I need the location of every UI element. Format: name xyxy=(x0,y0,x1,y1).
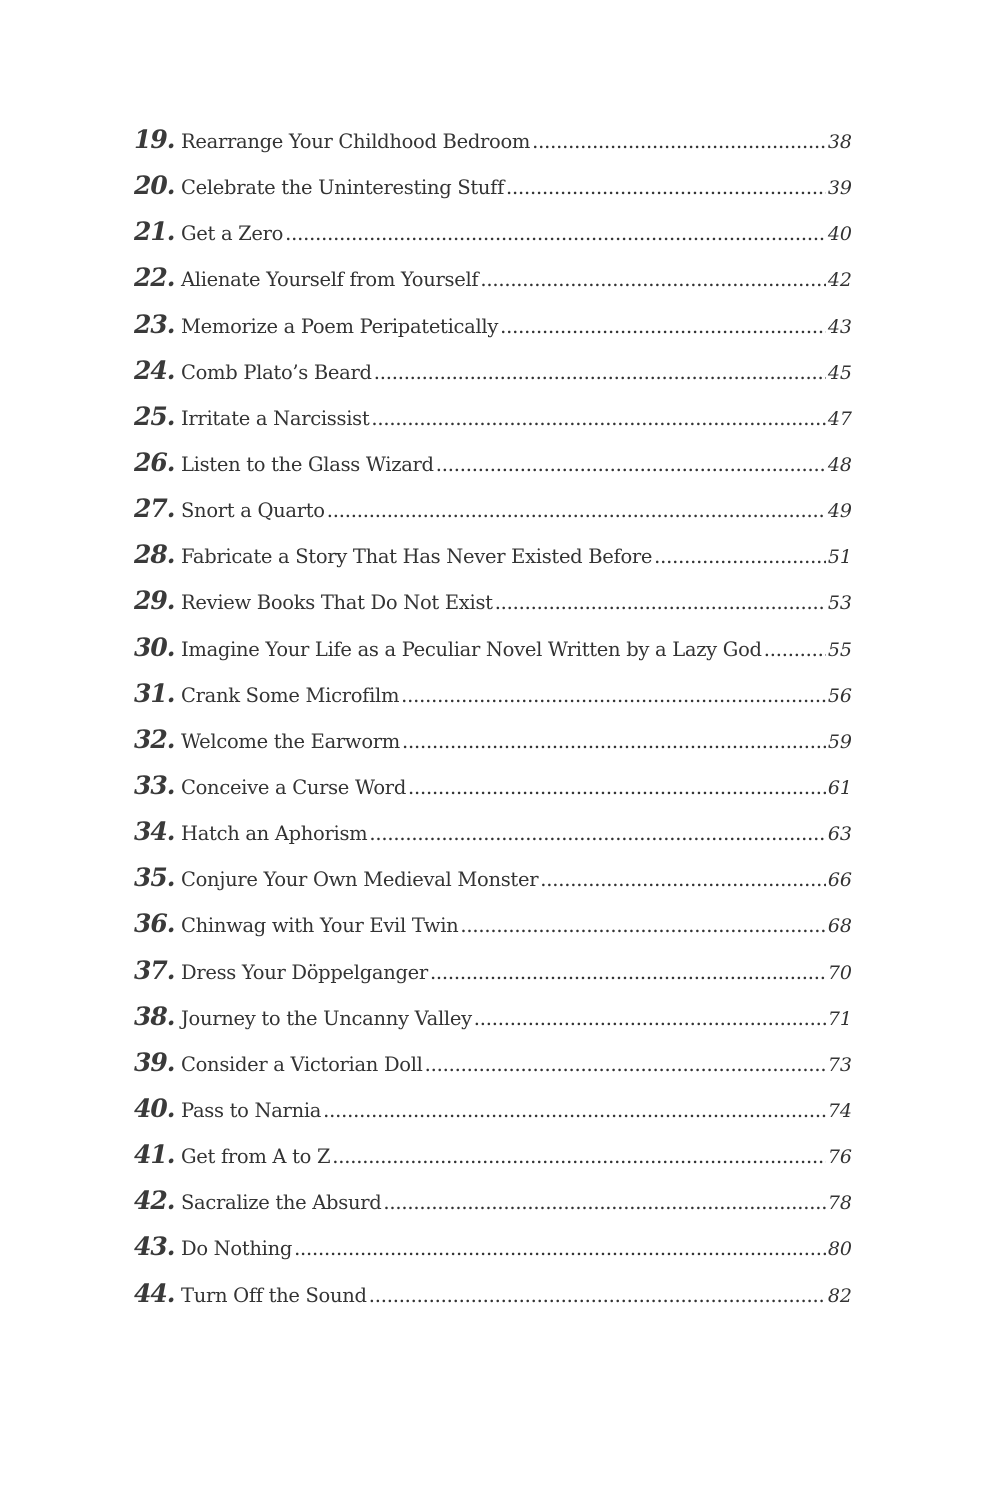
chapter-title: Snort a Quarto xyxy=(181,499,325,523)
dot-leader xyxy=(540,857,826,901)
dot-leader xyxy=(327,488,826,532)
chapter-title: Journey to the Uncanny Valley xyxy=(181,1006,472,1030)
page-number: 40 xyxy=(827,223,852,246)
toc-entry xyxy=(134,578,852,624)
page-number: 53 xyxy=(827,592,852,615)
toc-entry xyxy=(134,809,852,855)
page-number: 70 xyxy=(827,961,852,984)
page-number: 45 xyxy=(827,361,852,384)
dot-leader xyxy=(323,1088,826,1132)
toc-entry xyxy=(134,1178,852,1224)
dot-leader xyxy=(506,165,826,209)
dot-leader xyxy=(474,996,826,1040)
toc-entry xyxy=(134,163,852,209)
chapter-title: Memorize a Poem Peripatetically xyxy=(181,314,499,338)
chapter-number: 32. xyxy=(134,724,175,754)
chapter-title: Sacralize the Absurd xyxy=(181,1191,382,1215)
page-number: 56 xyxy=(827,684,852,707)
page-number: 61 xyxy=(827,776,852,799)
page-number: 66 xyxy=(827,869,852,892)
page-number: 68 xyxy=(827,915,852,938)
toc-entry xyxy=(134,901,852,947)
chapter-number: 28. xyxy=(134,540,175,570)
chapter-title: Review Books That Do Not Exist xyxy=(181,591,493,615)
dot-leader xyxy=(383,1180,825,1224)
chapter-number: 40. xyxy=(134,1093,175,1123)
page-number: 48 xyxy=(827,453,852,476)
page-number: 38 xyxy=(827,131,852,153)
toc-entry xyxy=(134,948,852,994)
chapter-title: Comb Plato’s Beard xyxy=(181,360,372,384)
chapter-title: Alienate Yourself from Yourself xyxy=(181,268,479,292)
page-number: 71 xyxy=(827,1007,852,1030)
dot-leader xyxy=(401,673,826,717)
chapter-number: 22. xyxy=(134,263,175,293)
chapter-title: Listen to the Glass Wizard xyxy=(181,452,434,476)
toc-entry xyxy=(134,117,852,163)
page-number: 78 xyxy=(827,1192,852,1215)
toc-entry xyxy=(134,532,852,578)
chapter-number: 34. xyxy=(134,817,175,847)
chapter-number: 21. xyxy=(134,217,175,247)
chapter-number: 31. xyxy=(134,678,175,708)
toc-entry xyxy=(134,1040,852,1086)
dot-leader xyxy=(294,1226,826,1270)
chapter-number: 20. xyxy=(134,171,175,201)
page-number: 76 xyxy=(827,1146,852,1169)
chapter-number: 24. xyxy=(134,355,175,385)
chapter-number: 43. xyxy=(134,1232,175,1262)
dot-leader xyxy=(500,304,826,348)
chapter-title: Rearrange Your Childhood Bedroom xyxy=(181,130,531,153)
toc-entry xyxy=(134,302,852,348)
chapter-number: 37. xyxy=(134,955,175,985)
chapter-number: 29. xyxy=(134,586,175,616)
chapter-number: 25. xyxy=(134,401,175,431)
page-number: 63 xyxy=(827,823,852,846)
chapter-title: Irritate a Narcissist xyxy=(181,406,370,430)
dot-leader xyxy=(369,811,825,855)
page-number: 49 xyxy=(827,500,852,523)
dot-leader xyxy=(495,580,826,624)
chapter-number: 44. xyxy=(134,1278,175,1308)
chapter-number: 33. xyxy=(134,770,175,800)
chapter-title: Crank Some Microfilm xyxy=(181,683,400,707)
toc-entry xyxy=(134,855,852,901)
toc-entry xyxy=(134,1224,852,1270)
chapter-number: 27. xyxy=(134,494,175,524)
chapter-title: Celebrate the Uninteresting Stuff xyxy=(181,176,505,200)
chapter-number: 42. xyxy=(134,1186,175,1216)
toc-entry xyxy=(134,671,852,717)
page-number: 80 xyxy=(827,1238,852,1261)
chapter-title: Fabricate a Story That Has Never Existed Before xyxy=(181,545,653,569)
dot-leader xyxy=(480,257,825,301)
chapter-title: Pass to Narnia xyxy=(181,1098,322,1122)
toc-entry xyxy=(134,1132,852,1178)
page-number: 43 xyxy=(827,315,852,338)
dot-leader xyxy=(654,534,826,578)
toc-entry xyxy=(134,255,852,301)
chapter-title: Conceive a Curse Word xyxy=(181,775,407,799)
dot-leader xyxy=(374,350,826,394)
dot-leader xyxy=(408,765,826,809)
dot-leader xyxy=(460,903,825,947)
page-number: 59 xyxy=(827,730,852,753)
page-number: 73 xyxy=(827,1053,852,1076)
dot-leader xyxy=(532,119,826,163)
toc-entry xyxy=(134,717,852,763)
toc-entry xyxy=(134,1086,852,1132)
page-number: 74 xyxy=(827,1099,852,1122)
toc-entry xyxy=(134,486,852,532)
chapter-title: Get a Zero xyxy=(181,222,284,246)
chapter-number: 35. xyxy=(134,863,175,893)
chapter-title: Do Nothing xyxy=(181,1237,293,1261)
chapter-title: Get from A to Z xyxy=(181,1145,331,1169)
page-number: 47 xyxy=(827,407,852,430)
page-number: 39 xyxy=(827,177,852,200)
toc-entry xyxy=(134,1271,852,1317)
chapter-number: 26. xyxy=(134,447,175,477)
chapter-number: 39. xyxy=(134,1047,175,1077)
chapter-number: 23. xyxy=(134,309,175,339)
dot-leader xyxy=(436,442,826,486)
dot-leader xyxy=(764,627,826,671)
chapter-title: Consider a Victorian Doll xyxy=(181,1052,423,1076)
chapter-number: 41. xyxy=(134,1140,175,1170)
dot-leader xyxy=(332,1134,826,1178)
chapter-title: Dress Your Döppelganger xyxy=(181,960,428,984)
chapter-number: 36. xyxy=(134,909,175,939)
toc-entry xyxy=(134,440,852,486)
page-number: 82 xyxy=(827,1284,852,1307)
dot-leader xyxy=(425,1042,826,1086)
chapter-title: Welcome the Earworm xyxy=(181,729,400,753)
chapter-number: 30. xyxy=(134,632,175,662)
dot-leader xyxy=(430,950,826,994)
toc-entry xyxy=(134,209,852,255)
chapter-title: Conjure Your Own Medieval Monster xyxy=(181,868,539,892)
chapter-number: 19. xyxy=(134,125,175,154)
chapter-number: 38. xyxy=(134,1001,175,1031)
toc-entry xyxy=(134,625,852,671)
page-number: 42 xyxy=(827,269,852,292)
dot-leader xyxy=(369,1273,826,1317)
chapter-title: Imagine Your Life as a Peculiar Novel Written by a Lazy God xyxy=(181,637,762,661)
page-number: 55 xyxy=(827,638,852,661)
chapter-title: Hatch an Aphorism xyxy=(181,822,368,846)
toc-entry xyxy=(134,394,852,440)
chapter-title: Turn Off the Sound xyxy=(181,1283,367,1307)
toc-entry xyxy=(134,763,852,809)
dot-leader xyxy=(285,211,826,255)
chapter-title: Chinwag with Your Evil Twin xyxy=(181,914,459,938)
page-number: 51 xyxy=(827,546,852,569)
toc-entry xyxy=(134,348,852,394)
toc-entry xyxy=(134,994,852,1040)
dot-leader xyxy=(371,396,825,440)
dot-leader xyxy=(402,719,826,763)
table-of-contents xyxy=(134,117,852,1317)
